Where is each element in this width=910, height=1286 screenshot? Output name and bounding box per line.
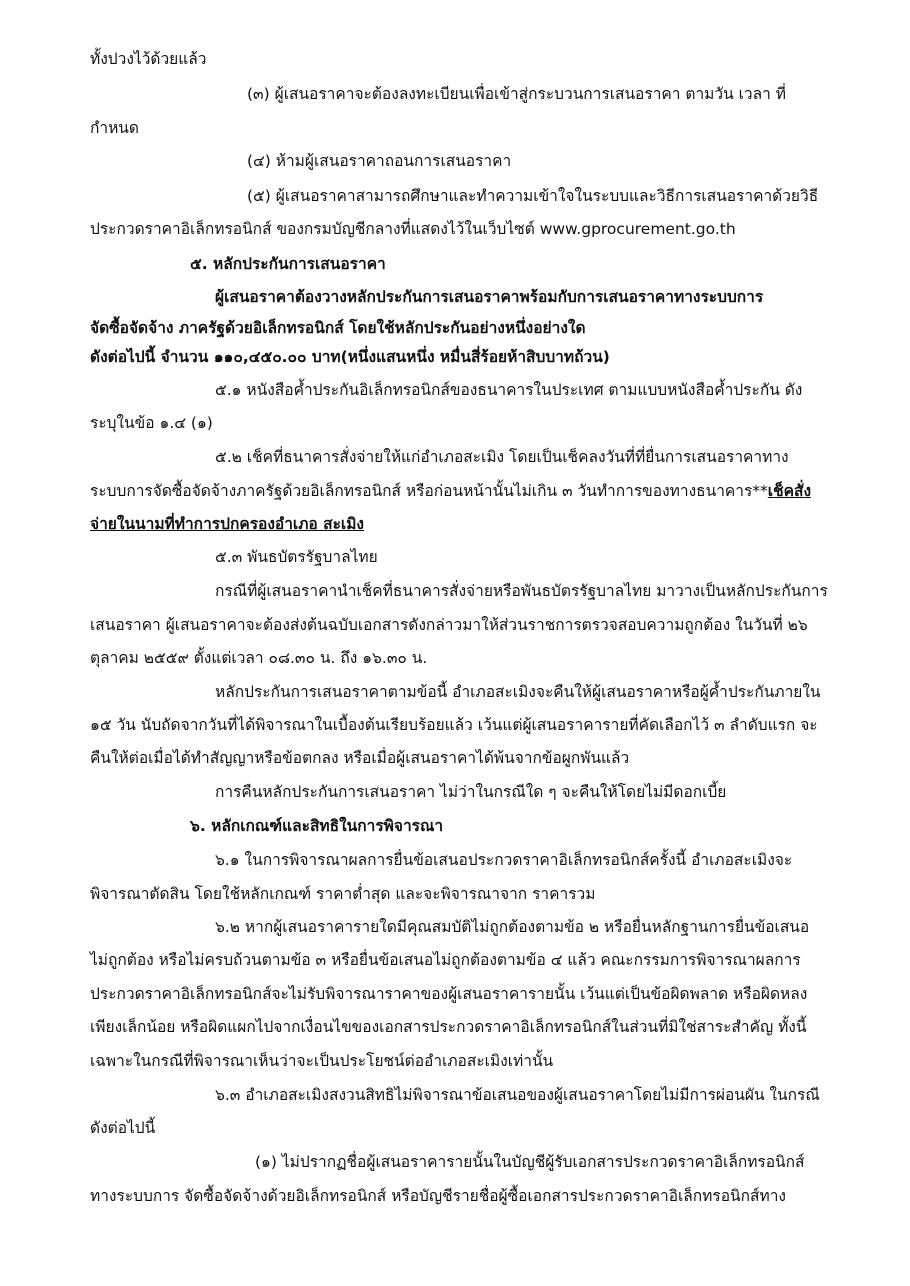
text-line: ๖.๒ หากผู้เสนอราคารายใดมีคุณสมบัติไม่ถูกต้องตามข้อ ๒ หรือยื่นหลักฐานการยื่นข้อเสนอ <box>215 918 810 936</box>
text-line: พิจารณาตัดสิน โดยใช้หลักเกณฑ์ ราคาต่ำสุด และจะพิจารณาจาก ราคารวม <box>90 885 596 903</box>
text-line: ตุลาคม ๒๕๕๙ ตั้งแต่เวลา ๐๘.๓๐ น. ถึง ๑๖.๓๐ น. <box>90 649 428 667</box>
text-line: (๑) ไม่ปรากฏชื่อผู้เสนอราคารายนั้นในบัญชีผู้รับเอกสารประกวดราคาอิเล็กทรอนิกส์ <box>255 1153 805 1171</box>
text-line: ดังต่อไปนี้ <box>90 1119 156 1137</box>
text-line: ระบุในข้อ ๑.๔ (๑) <box>90 414 213 432</box>
text-line: ดังต่อไปนี้ จำนวน ๑๑๐,๔๕๐.๐๐ บาท(หนึ่งแสนหนึ่ง หมื่นสี่ร้อยห้าสิบบาทถ้วน) <box>90 348 610 366</box>
text-line: การคืนหลักประกันการเสนอราคา ไม่ว่าในกรณีใด ๆ จะคืนให้โดยไม่มีดอกเบี้ย <box>215 783 727 801</box>
text-line: เสนอราคา ผู้เสนอราคาจะต้องส่งต้นฉบับเอกสารดังกล่าวมาให้ส่วนราชการตรวจสอบความถูกต้อง ในวันที่ ๒๖ <box>90 616 808 634</box>
section-heading: ๖. หลักเกณฑ์และสิทธิในการพิจารณา <box>190 817 444 835</box>
text-line: หลักประกันการเสนอราคาตามข้อนี้ อำเภอสะเมิงจะคืนให้ผู้เสนอราคาหรือผู้ค้ำประกันภายใน <box>215 683 821 701</box>
underlined-text: จ่ายในนามที่ทำการปกครองอำเภอ สะเมิง <box>90 515 364 533</box>
text-line: ทางระบบการ จัดซื้อจัดจ้างด้วยอิเล็กทรอนิกส์ หรือบัญชีรายชื่อผู้ซื้อเอกสารประกวดราคาอิเล็กทรอนิกส์ทาง <box>90 1187 786 1205</box>
text-line: ผู้เสนอราคาต้องวางหลักประกันการเสนอราคาพร้อมกับการเสนอราคาทางระบบการ <box>215 288 764 306</box>
text-segment: ระบบการจัดซื้อจัดจ้างภาครัฐด้วยอิเล็กทรอนิกส์ หรือก่อนหน้านั้นไม่เกิน ๓ วันทำการของทางธนาคาร** <box>90 482 768 500</box>
text-line: ประกวดราคาอิเล็กทรอนิกส์จะไม่รับพิจารณาราคาของผู้เสนอราคารายนั้น เว้นแต่เป็นข้อผิดพลาด หรือผิดหลง <box>90 985 808 1003</box>
text-line: เฉพาะในกรณีที่พิจารณาเห็นว่าจะเป็นประโยชน์ต่ออำเภอสะเมิงเท่านั้น <box>90 1052 554 1070</box>
text-line: (๓) ผู้เสนอราคาจะต้องลงทะเบียนเพื่อเข้าสู่กระบวนการเสนอราคา ตามวัน เวลา ที่ <box>247 85 786 103</box>
text-line: ๕.๑ หนังสือค้ำประกันอิเล็กทรอนิกส์ของธนาคารในประเทศ ตามแบบหนังสือค้ำประกัน ดัง <box>215 381 803 399</box>
text-line: เพียงเล็กน้อย หรือผิดแผกไปจากเงื่อนไขของเอกสารประกวดราคาอิเล็กทรอนิกส์ในส่วนที่มิใช่สาระสำคัญ ทั้งนี้ <box>90 1018 807 1036</box>
underlined-text: เช็คสั่ง <box>767 482 812 500</box>
text-line: ไม่ถูกต้อง หรือไม่ครบถ้วนตามข้อ ๓ หรือยื่นข้อเสนอไม่ถูกต้องตามข้อ ๔ แล้ว คณะกรรมการพิจารณาผลการ <box>90 951 801 969</box>
text-line: ๑๕ วัน นับถัดจากวันที่ได้พิจารณาในเบื้องต้นเรียบร้อยแล้ว เว้นแต่ผู้เสนอราคารายที่คัดเลือกไว้ ๓ ลำดับแรก จะ <box>90 716 818 734</box>
text-line: (๔) ห้ามผู้เสนอราคาถอนการเสนอราคา <box>247 152 512 170</box>
text-line <box>90 481 811 501</box>
text-line: ๕.๒ เช็คที่ธนาคารสั่งจ่ายให้แก่อำเภอสะเมิง โดยเป็นเช็คลงวันที่ที่ยื่นการเสนอราคาทาง <box>215 448 789 466</box>
text-line: คืนให้ต่อเมื่อได้ทำสัญญาหรือข้อตกลง หรือเมื่อผู้เสนอราคาได้พ้นจากข้อผูกพันแล้ว <box>90 749 630 767</box>
text-line: ๖.๓ อำเภอสะเมิงสงวนสิทธิไม่พิจารณาข้อเสนอของผู้เสนอราคาโดยไม่มีการผ่อนผัน ในกรณี <box>215 1086 820 1104</box>
text-line: จัดซื้อจัดจ้าง ภาครัฐด้วยอิเล็กทรอนิกส์ โดยใช้หลักประกันอย่างหนึ่งอย่างใด <box>90 319 586 337</box>
section-heading: ๕. หลักประกันการเสนอราคา <box>190 255 386 273</box>
text-line: กรณีที่ผู้เสนอราคานำเช็คที่ธนาคารสั่งจ่ายหรือพันธบัตรรัฐบาลไทย มาวางเป็นหลักประกันการ <box>215 582 828 600</box>
text-line: ประกวดราคาอิเล็กทรอนิกส์ ของกรมบัญชีกลางที่แสดงไว้ในเว็บไซต์ www.gprocurement.go.th <box>90 220 736 238</box>
text-line: ทั้งปวงไว้ด้วยแล้ว <box>90 50 207 68</box>
text-line: กำหนด <box>90 119 139 137</box>
text-line: ๕.๓ พันธบัตรรัฐบาลไทย <box>215 548 378 566</box>
text-line: (๕) ผู้เสนอราคาสามารถศึกษาและทำความเข้าใจในระบบและวิธีการเสนอราคาด้วยวิธี <box>247 187 819 205</box>
text-line: ๖.๑ ในการพิจารณาผลการยื่นข้อเสนอประกวดราคาอิเล็กทรอนิกส์ครั้งนี้ อำเภอสะเมิงจะ <box>215 851 793 869</box>
